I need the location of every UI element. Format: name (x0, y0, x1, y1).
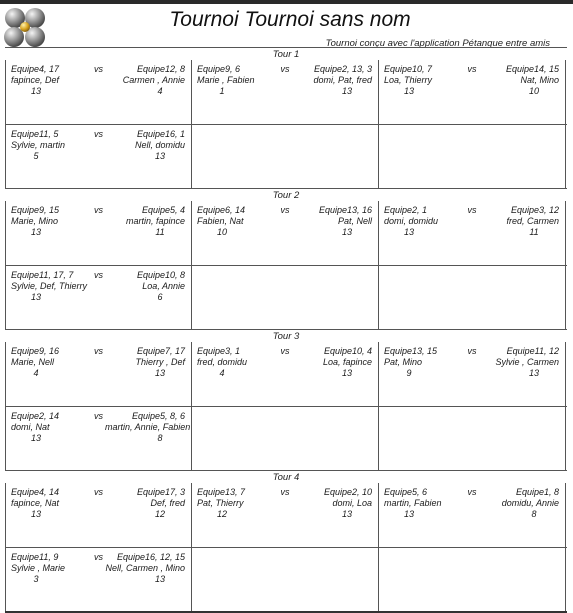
team-score: 13 (30, 86, 41, 96)
team-name: Equipe5, 4 (141, 205, 185, 215)
match-row (5, 60, 567, 125)
team-score: 13 (341, 86, 352, 96)
team-players: Nell, Carmen , Mino (105, 563, 185, 573)
match-row (5, 548, 567, 613)
team-score: 12 (216, 509, 227, 519)
vs-label: vs (467, 487, 477, 497)
team-players: Loa, Annie (142, 281, 185, 291)
team-score: 6 (157, 292, 163, 302)
match-cell (379, 201, 566, 265)
team-score: 13 (403, 227, 414, 237)
team-score: 13 (30, 292, 41, 302)
team-name: Equipe4, 14 (11, 487, 60, 497)
team-score: 10 (528, 86, 539, 96)
vs-label: vs (280, 487, 290, 497)
page-subtitle: Tournoi conçu avec l'application Pétanque entre amis (325, 38, 550, 49)
team-score: 13 (403, 86, 414, 96)
team-players: domi, Loa (332, 498, 372, 508)
team-players: fapince, Def (11, 75, 60, 85)
team-players: fred, Carmen (506, 216, 559, 226)
team-name: Equipe2, 14 (11, 411, 60, 421)
team-score: 8 (531, 509, 537, 519)
match-cell (379, 60, 566, 124)
team-score: 3 (33, 574, 39, 584)
team-name: Equipe12, 8 (136, 64, 185, 74)
team-name: Equipe9, 15 (11, 205, 60, 215)
tournament-grid (5, 47, 567, 613)
vs-label: vs (94, 129, 103, 139)
empty-cell (379, 266, 566, 329)
team-name: Equipe16, 12, 15 (116, 552, 185, 562)
team-players: Pat, Thierry (197, 498, 244, 508)
team-score: 8 (157, 433, 163, 443)
empty-cell (192, 548, 379, 611)
team-name: Equipe10, 4 (323, 346, 372, 356)
team-name: Equipe13, 16 (318, 205, 372, 215)
match-cell (5, 342, 192, 406)
match-cell (379, 483, 566, 547)
team-score: 13 (30, 509, 41, 519)
team-name: Equipe16, 1 (136, 129, 185, 139)
team-score: 5 (33, 151, 39, 161)
match-row (5, 342, 567, 407)
team-name: Equipe2, 10 (323, 487, 372, 497)
team-players: Fabien, Nat (197, 216, 244, 226)
team-players: Loa, Thierry (384, 75, 433, 85)
team-score: 13 (30, 227, 41, 237)
team-players: Thierry , Def (135, 357, 185, 367)
round-label: Tour 2 (272, 190, 300, 201)
match-row (5, 266, 567, 330)
team-name: Equipe11, 5 (11, 129, 59, 139)
empty-cell (379, 548, 566, 611)
match-cell (192, 60, 379, 124)
team-players: Def, fred (150, 498, 185, 508)
vs-label: vs (94, 205, 103, 215)
match-cell (192, 483, 379, 547)
empty-cell (379, 407, 566, 470)
match-row (5, 201, 567, 266)
team-score: 4 (33, 368, 39, 378)
team-players: Sylvie , Carmen (495, 357, 559, 367)
vs-label: vs (94, 411, 103, 421)
match-cell (5, 407, 192, 470)
team-name: Equipe5, 8, 6 (131, 411, 185, 421)
match-cell (5, 125, 192, 188)
vs-label: vs (280, 64, 290, 74)
team-name: Equipe3, 12 (510, 205, 559, 215)
team-players: Sylvie, Def, Thierry (11, 281, 88, 291)
team-players: Nat, Mino (520, 75, 559, 85)
round-label: Tour 4 (272, 472, 300, 483)
team-name: Equipe4, 17 (11, 64, 60, 74)
team-players: Loa, fapince (322, 357, 372, 367)
match-row (5, 483, 567, 548)
team-name: Equipe14, 15 (505, 64, 559, 74)
match-cell (5, 201, 192, 265)
round-label: Tour 1 (272, 49, 300, 60)
team-name: Equipe10, 7 (384, 64, 433, 74)
team-players: Marie, Nell (11, 357, 55, 367)
team-name: Equipe11, 9 (11, 552, 59, 562)
top-bar (0, 0, 573, 4)
vs-label: vs (280, 205, 290, 215)
team-players: Sylvie , Marie (11, 563, 66, 573)
team-name: Equipe13, 7 (197, 487, 246, 497)
empty-cell (192, 266, 379, 329)
match-cell (379, 342, 566, 406)
team-score: 4 (219, 368, 225, 378)
empty-cell (192, 407, 379, 470)
match-cell (192, 201, 379, 265)
team-score: 13 (154, 368, 165, 378)
vs-label: vs (94, 552, 103, 562)
team-score: 13 (341, 227, 352, 237)
team-name: Equipe9, 16 (11, 346, 60, 356)
team-score: 13 (30, 433, 41, 443)
team-score: 11 (155, 227, 165, 237)
team-players: domi, Pat, fred (313, 75, 372, 85)
vs-label: vs (467, 205, 477, 215)
team-name: Equipe11, 12 (506, 346, 559, 356)
team-name: Equipe2, 1 (384, 205, 428, 215)
team-players: Carmen , Annie (122, 75, 185, 85)
vs-label: vs (467, 64, 477, 74)
team-score: 4 (157, 86, 163, 96)
team-players: Sylvie, martin (11, 140, 66, 150)
team-score: 12 (154, 509, 165, 519)
match-row (5, 407, 567, 471)
team-score: 13 (154, 151, 165, 161)
vs-label: vs (94, 487, 103, 497)
team-players: martin, Fabien (384, 498, 442, 508)
team-players: Marie , Fabien (197, 75, 255, 85)
vs-label: vs (467, 346, 477, 356)
team-players: fred, domidu (197, 357, 248, 367)
petanque-balls-logo (3, 5, 47, 49)
team-score: 13 (403, 509, 414, 519)
team-score: 9 (406, 368, 412, 378)
match-row (5, 125, 567, 189)
team-players: Marie, Mino (11, 216, 59, 226)
match-cell (5, 548, 192, 611)
team-name: Equipe5, 6 (384, 487, 428, 497)
team-name: Equipe1, 8 (515, 487, 559, 497)
match-cell (5, 266, 192, 329)
team-players: martin, Annie, Fabien (105, 422, 191, 432)
vs-label: vs (280, 346, 290, 356)
team-players: Nell, domidu (134, 140, 185, 150)
team-score: 13 (154, 574, 165, 584)
match-cell (192, 342, 379, 406)
team-name: Equipe13, 15 (384, 346, 438, 356)
vs-label: vs (94, 270, 103, 280)
team-name: Equipe9, 6 (197, 64, 241, 74)
team-score: 1 (219, 86, 225, 96)
team-score: 11 (529, 227, 539, 237)
team-players: martin, fapince (125, 216, 185, 226)
team-players: domidu, Annie (501, 498, 559, 508)
team-players: fapince, Nat (11, 498, 60, 508)
team-name: Equipe7, 17 (136, 346, 185, 356)
team-name: Equipe17, 3 (136, 487, 185, 497)
empty-cell (192, 125, 379, 188)
team-name: Equipe6, 14 (197, 205, 246, 215)
match-cell (5, 60, 192, 124)
empty-cell (379, 125, 566, 188)
team-players: Pat, Mino (384, 357, 423, 367)
team-score: 13 (341, 509, 352, 519)
team-score: 10 (216, 227, 227, 237)
team-name: Equipe11, 17, 7 (11, 270, 74, 280)
team-name: Equipe2, 13, 3 (313, 64, 372, 74)
match-cell (5, 483, 192, 547)
team-players: domi, domidu (384, 216, 439, 226)
team-score: 13 (528, 368, 539, 378)
vs-label: vs (94, 346, 103, 356)
team-name: Equipe3, 1 (197, 346, 241, 356)
round-label: Tour 3 (272, 331, 300, 342)
team-score: 13 (341, 368, 352, 378)
team-players: domi, Nat (11, 422, 50, 432)
team-players: Pat, Nell (337, 216, 372, 226)
vs-label: vs (94, 64, 103, 74)
team-name: Equipe10, 8 (136, 270, 185, 280)
page-title: Tournoi Tournoi sans nom (169, 8, 411, 31)
